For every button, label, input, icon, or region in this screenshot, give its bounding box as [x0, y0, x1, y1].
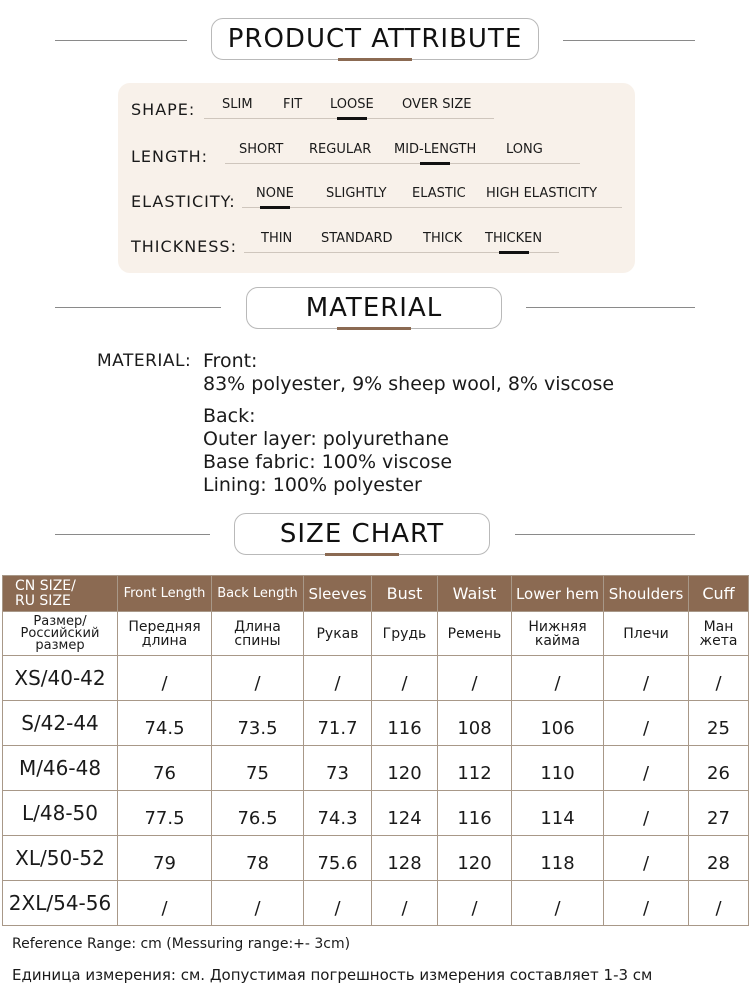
header-cell: CN SIZE/ RU SIZE	[3, 576, 118, 612]
attr-option: FIT	[283, 97, 303, 112]
attr-option: SLIGHTLY	[326, 186, 387, 201]
value-cell: /	[512, 881, 604, 926]
attr-options-elasticity	[242, 182, 622, 208]
material-back-line: Base fabric: 100% viscose	[203, 451, 453, 473]
attr-option: LONG	[506, 142, 543, 157]
size-cell: S/42-44	[3, 701, 118, 746]
value-cell: 71.7	[304, 701, 372, 746]
header-cell: Cuff	[689, 576, 749, 612]
value-cell: /	[438, 881, 512, 926]
value-cell: /	[689, 656, 749, 701]
value-cell: 108	[438, 701, 512, 746]
value-cell: /	[604, 701, 689, 746]
value-cell: 75	[212, 746, 304, 791]
table-row	[3, 746, 749, 791]
value-cell: 120	[372, 746, 438, 791]
value-cell: 124	[372, 791, 438, 836]
material-back-line: Outer layer: polyurethane	[203, 428, 449, 450]
material-title	[246, 287, 502, 329]
attr-row-shape	[131, 93, 195, 119]
attr-label: SHAPE:	[131, 100, 196, 119]
value-cell: /	[604, 836, 689, 881]
attribute-panel	[118, 83, 635, 273]
value-cell: 112	[438, 746, 512, 791]
header-ru-cell: Ман жета	[689, 612, 749, 656]
value-cell: 116	[372, 701, 438, 746]
value-cell: 114	[512, 791, 604, 836]
header-cell: Sleeves	[304, 576, 372, 612]
attr-row-elasticity	[131, 185, 236, 211]
value-cell: 118	[512, 836, 604, 881]
attr-option: SHORT	[239, 142, 284, 157]
header-cell: Bust	[372, 576, 438, 612]
value-cell: 77.5	[118, 791, 212, 836]
material-label: MATERIAL:	[97, 351, 192, 371]
size-cell: L/48-50	[3, 791, 118, 836]
attr-option: THICK	[423, 231, 463, 246]
table-row	[3, 836, 749, 881]
value-cell: /	[118, 656, 212, 701]
header-ru-cell: Длина спины	[212, 612, 304, 656]
value-cell: 106	[512, 701, 604, 746]
value-cell: /	[372, 656, 438, 701]
value-cell: 73.5	[212, 701, 304, 746]
value-cell: 110	[512, 746, 604, 791]
value-cell: 27	[689, 791, 749, 836]
value-cell: 73	[304, 746, 372, 791]
size-cell: XL/50-52	[3, 836, 118, 881]
size-chart-title	[234, 513, 490, 555]
divider-left	[55, 534, 210, 535]
value-cell: /	[512, 656, 604, 701]
value-cell: /	[212, 656, 304, 701]
size-cell: 2XL/54-56	[3, 881, 118, 926]
value-cell: 120	[438, 836, 512, 881]
value-cell: /	[438, 656, 512, 701]
attr-option-selected: THICKEN	[485, 231, 543, 246]
value-cell: /	[604, 656, 689, 701]
material-front-heading: Front:	[203, 350, 258, 372]
value-cell: /	[604, 791, 689, 836]
value-cell: 74.3	[304, 791, 372, 836]
attr-option: ELASTIC	[412, 186, 466, 201]
attr-option-selected: MID-LENGTH	[394, 142, 477, 157]
value-cell: 28	[689, 836, 749, 881]
divider-right	[563, 40, 695, 41]
attr-options-shape	[204, 93, 494, 119]
title-accent-bar	[325, 553, 399, 556]
header-ru-cell: Размер/ Российский размер	[3, 612, 118, 656]
table-header-row-en	[3, 576, 749, 612]
value-cell: /	[604, 881, 689, 926]
header-cell: Lower hem	[512, 576, 604, 612]
table-row	[3, 791, 749, 836]
attr-option: OVER SIZE	[402, 97, 472, 112]
value-cell: /	[304, 881, 372, 926]
value-cell: 78	[212, 836, 304, 881]
divider-left	[55, 40, 187, 41]
header-cell: Back Length	[212, 576, 304, 612]
divider-left	[55, 307, 221, 308]
table-row	[3, 656, 749, 701]
attr-row-thickness	[131, 230, 237, 256]
size-chart-title-text: SIZE CHART	[279, 519, 445, 549]
value-cell: /	[212, 881, 304, 926]
attr-label: LENGTH:	[131, 147, 209, 166]
value-cell: 128	[372, 836, 438, 881]
value-cell: 75.6	[304, 836, 372, 881]
value-cell: 116	[438, 791, 512, 836]
reference-range-note: Reference Range: cm (Messuring range:+- 3cm)	[12, 936, 351, 952]
title-accent-bar	[338, 58, 412, 61]
attr-option: HIGH ELASTICITY	[486, 186, 598, 201]
material-title-text: MATERIAL	[305, 293, 443, 323]
attr-option: SLIM	[222, 97, 253, 112]
header-ru-cell: Нижняя кайма	[512, 612, 604, 656]
attr-option-selected: NONE	[256, 186, 294, 201]
value-cell: 74.5	[118, 701, 212, 746]
attr-label: ELASTICITY:	[131, 192, 236, 211]
attr-option-selected: LOOSE	[330, 97, 374, 112]
size-cell: M/46-48	[3, 746, 118, 791]
table-header-row-ru	[3, 612, 749, 656]
product-attribute-title	[211, 18, 539, 60]
value-cell: /	[118, 881, 212, 926]
attr-option: STANDARD	[321, 231, 393, 246]
attr-options-thickness	[244, 227, 559, 253]
attr-row-length	[131, 140, 208, 166]
table-row	[3, 881, 749, 926]
reference-range-note-ru: Единица измерения: см. Допустимая погрешность измерения составляет 1-3 см	[12, 966, 653, 984]
material-back-heading: Back:	[203, 405, 256, 427]
header-ru-cell: Грудь	[372, 612, 438, 656]
value-cell: 76	[118, 746, 212, 791]
size-table	[2, 575, 749, 926]
header-ru-cell: Ремень	[438, 612, 512, 656]
attr-options-length	[225, 138, 580, 164]
table-row	[3, 701, 749, 746]
product-attribute-title-text: PRODUCT ATTRIBUTE	[227, 24, 523, 54]
attr-option: REGULAR	[309, 142, 372, 157]
value-cell: /	[372, 881, 438, 926]
header-cell: Waist	[438, 576, 512, 612]
divider-right	[526, 307, 695, 308]
header-ru-cell: Передняя длина	[118, 612, 212, 656]
value-cell: /	[689, 881, 749, 926]
material-front-text: 83% polyester, 9% sheep wool, 8% viscose	[203, 373, 615, 395]
header-cell: Shoulders	[604, 576, 689, 612]
value-cell: 79	[118, 836, 212, 881]
divider-right	[515, 534, 695, 535]
header-ru-cell: Рукав	[304, 612, 372, 656]
header-cell: Front Length	[118, 576, 212, 612]
title-accent-bar	[337, 327, 411, 330]
value-cell: 76.5	[212, 791, 304, 836]
size-cell: XS/40-42	[3, 656, 118, 701]
value-cell: 26	[689, 746, 749, 791]
material-back-line: Lining: 100% polyester	[203, 474, 422, 496]
value-cell: /	[304, 656, 372, 701]
value-cell: /	[604, 746, 689, 791]
header-ru-cell: Плечи	[604, 612, 689, 656]
value-cell: 25	[689, 701, 749, 746]
attr-label: THICKNESS:	[131, 237, 237, 256]
attr-option: THIN	[261, 231, 293, 246]
